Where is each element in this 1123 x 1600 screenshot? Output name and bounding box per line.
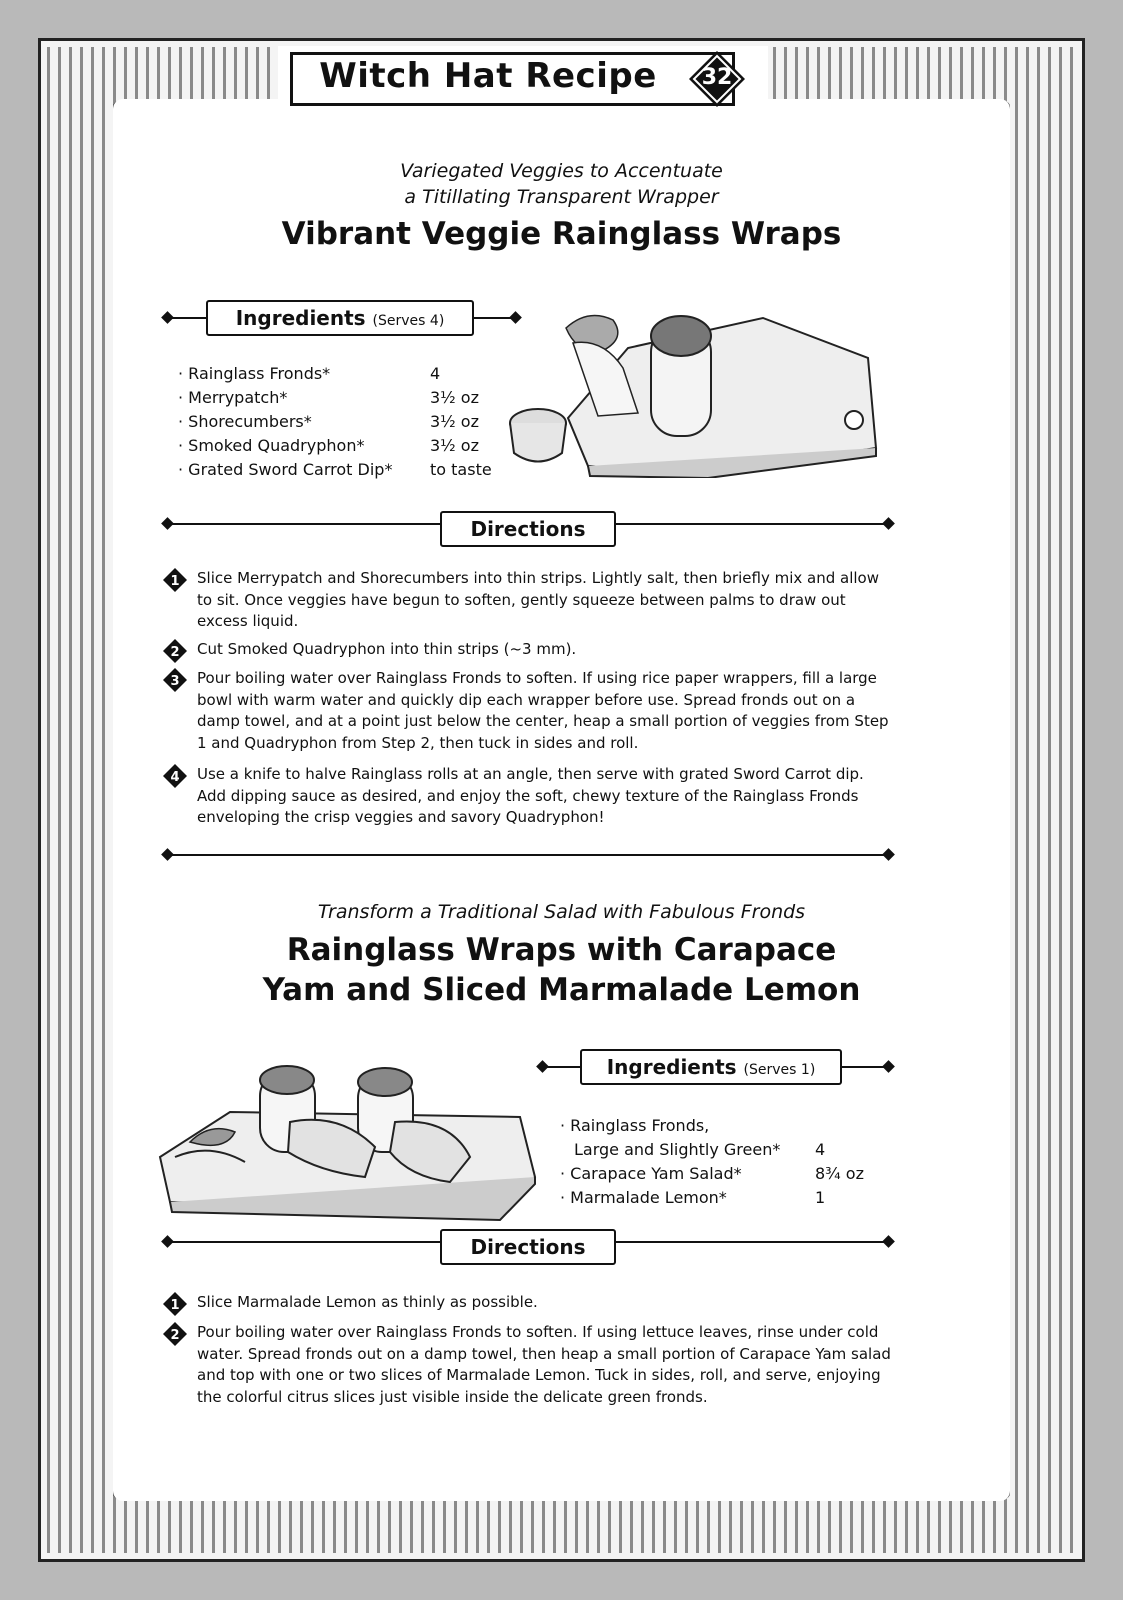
ingredient-name: · Carapace Yam Salad* [560,1164,742,1183]
step-text: Use a knife to halve Rainglass rolls at an angle, then serve with grated Sword Carrot dip. Add dipping sauce as desired, and enjoy the soft, chewy texture of the Rainglass Fronds enveloping the crisp veggies and savory Quadryphon! [197,765,864,826]
step-item [163,1322,893,1432]
ingredients-label: Ingredients [235,306,366,330]
divider-cap-left [161,311,174,324]
step-text: Pour boiling water over Rainglass Fronds to soften. If using rice paper wrappers, fill a large bowl with warm water and quickly dip each wrapper before use. Spread fronds out on a damp towel, and at a point just below the center, heap a small portion of veggies from Step 1 and Quadryphon from Step 2, then tuck in sides and roll. [197,669,889,752]
divider-cap-left [161,517,174,530]
ingredient-qty: 3½ oz [430,436,479,455]
step-item [163,568,893,634]
recipe1-steps [163,565,893,830]
ingredient-qty: 3½ oz [430,388,479,407]
ingredient-qty: 8¾ oz [815,1164,864,1183]
ingredient-row [178,458,518,482]
ingredient-qty: 4 [430,364,441,383]
divider-cap-left [161,848,174,861]
ingredient-row [560,1114,900,1138]
step-text: Cut Smoked Quadryphon into thin strips (~3 mm). [197,640,577,658]
recipe2-subtitle: Transform a Traditional Salad with Fabulous Fronds [317,901,806,923]
step-text: Slice Marmalade Lemon as thinly as possible. [197,1293,538,1311]
step-number-icon: 2 [163,1322,187,1346]
recipe1-directions-tag [440,511,616,547]
step-number-icon: 2 [163,639,187,663]
divider-line [169,854,887,856]
ingredient-qty: to taste [430,460,492,479]
step-text: Slice Merrypatch and Shorecumbers into thin strips. Lightly salt, then briefly mix and allow to sit. Once veggies have begun to soften, gently squeeze between palms to draw out excess liquid. [197,569,879,630]
ingredient-name: · Merrypatch* [178,388,288,407]
serves-label: (Serves 1) [743,1062,816,1078]
step-number-icon: 4 [163,764,187,788]
ingredient-row [178,434,518,458]
ingredient-row [178,410,518,434]
ingredient-row [560,1162,900,1186]
recipe2-directions-tag [440,1229,616,1265]
ingredient-row [560,1186,900,1210]
divider-cap-right [882,517,895,530]
divider-cap-right [882,1235,895,1248]
recipe1-ingredients-tag [206,300,474,336]
ingredient-name: · Marmalade Lemon* [560,1188,727,1207]
ingredient-name: · Rainglass Fronds, [560,1116,710,1135]
recipe2-title-line1: Rainglass Wraps with Carapace [286,932,837,968]
step-item [163,668,893,756]
step-item [163,764,893,830]
recipe1-subtitle-line1: Variegated Veggies to Accentuate [400,160,723,182]
recipe2-ingredient-list [560,1114,900,1210]
recipe1-subtitle-line2: a Titillating Transparent Wrapper [404,186,719,208]
directions-label: Directions [470,1235,586,1259]
ingredient-name: · Smoked Quadryphon* [178,436,365,455]
recipe-number: 32 [701,65,733,90]
ingredient-name: · Shorecumbers* [178,412,312,431]
ingredient-qty: 3½ oz [430,412,479,431]
ingredient-row [560,1138,900,1162]
ingredient-row [178,386,518,410]
divider-cap-left [161,1235,174,1248]
step-number-icon: 1 [163,568,187,592]
serves-label: (Serves 4) [372,313,445,329]
ingredient-qty: 4 [815,1140,826,1159]
cutting-board-illustration [508,298,893,478]
section-divider [163,848,893,862]
recipe2-ingredients-tag [580,1049,842,1085]
step-text: Pour boiling water over Rainglass Fronds to soften. If using lettuce leaves, rinse under cold water. Spread fronds out on a damp towel, then heap a small portion of Carapace Yam salad and top with one or two slices of Marmalade Lemon. Tuck in sides, roll, and serve, enjoying the colorful citrus slices just visible inside the delicate green fronds. [197,1323,891,1406]
title-banner [278,46,768,112]
recipe2-title-line2: Yam and Sliced Marmalade Lemon [262,972,861,1008]
ingredient-name: · Grated Sword Carrot Dip* [178,460,393,479]
diamond-number-icon [688,50,746,108]
ingredients-label: Ingredients [606,1055,737,1079]
step-number-icon: 1 [163,1292,187,1316]
divider-cap-right [882,848,895,861]
ingredient-name: Large and Slightly Green* [574,1140,781,1159]
recipe1-ingredient-list [178,362,518,482]
step-item [163,1292,893,1316]
directions-label: Directions [470,517,586,541]
ingredient-qty: 1 [815,1188,826,1207]
wraps-plate-illustration [150,1062,545,1222]
ingredient-name: · Rainglass Fronds* [178,364,331,383]
ingredient-row [178,362,518,386]
recipe2-steps [163,1292,893,1442]
recipe1-title: Vibrant Veggie Rainglass Wraps [281,216,842,252]
step-item [163,639,893,663]
step-number-icon: 3 [163,668,187,692]
banner-title: Witch Hat Recipe [319,56,657,96]
divider-cap-right [882,1060,895,1073]
